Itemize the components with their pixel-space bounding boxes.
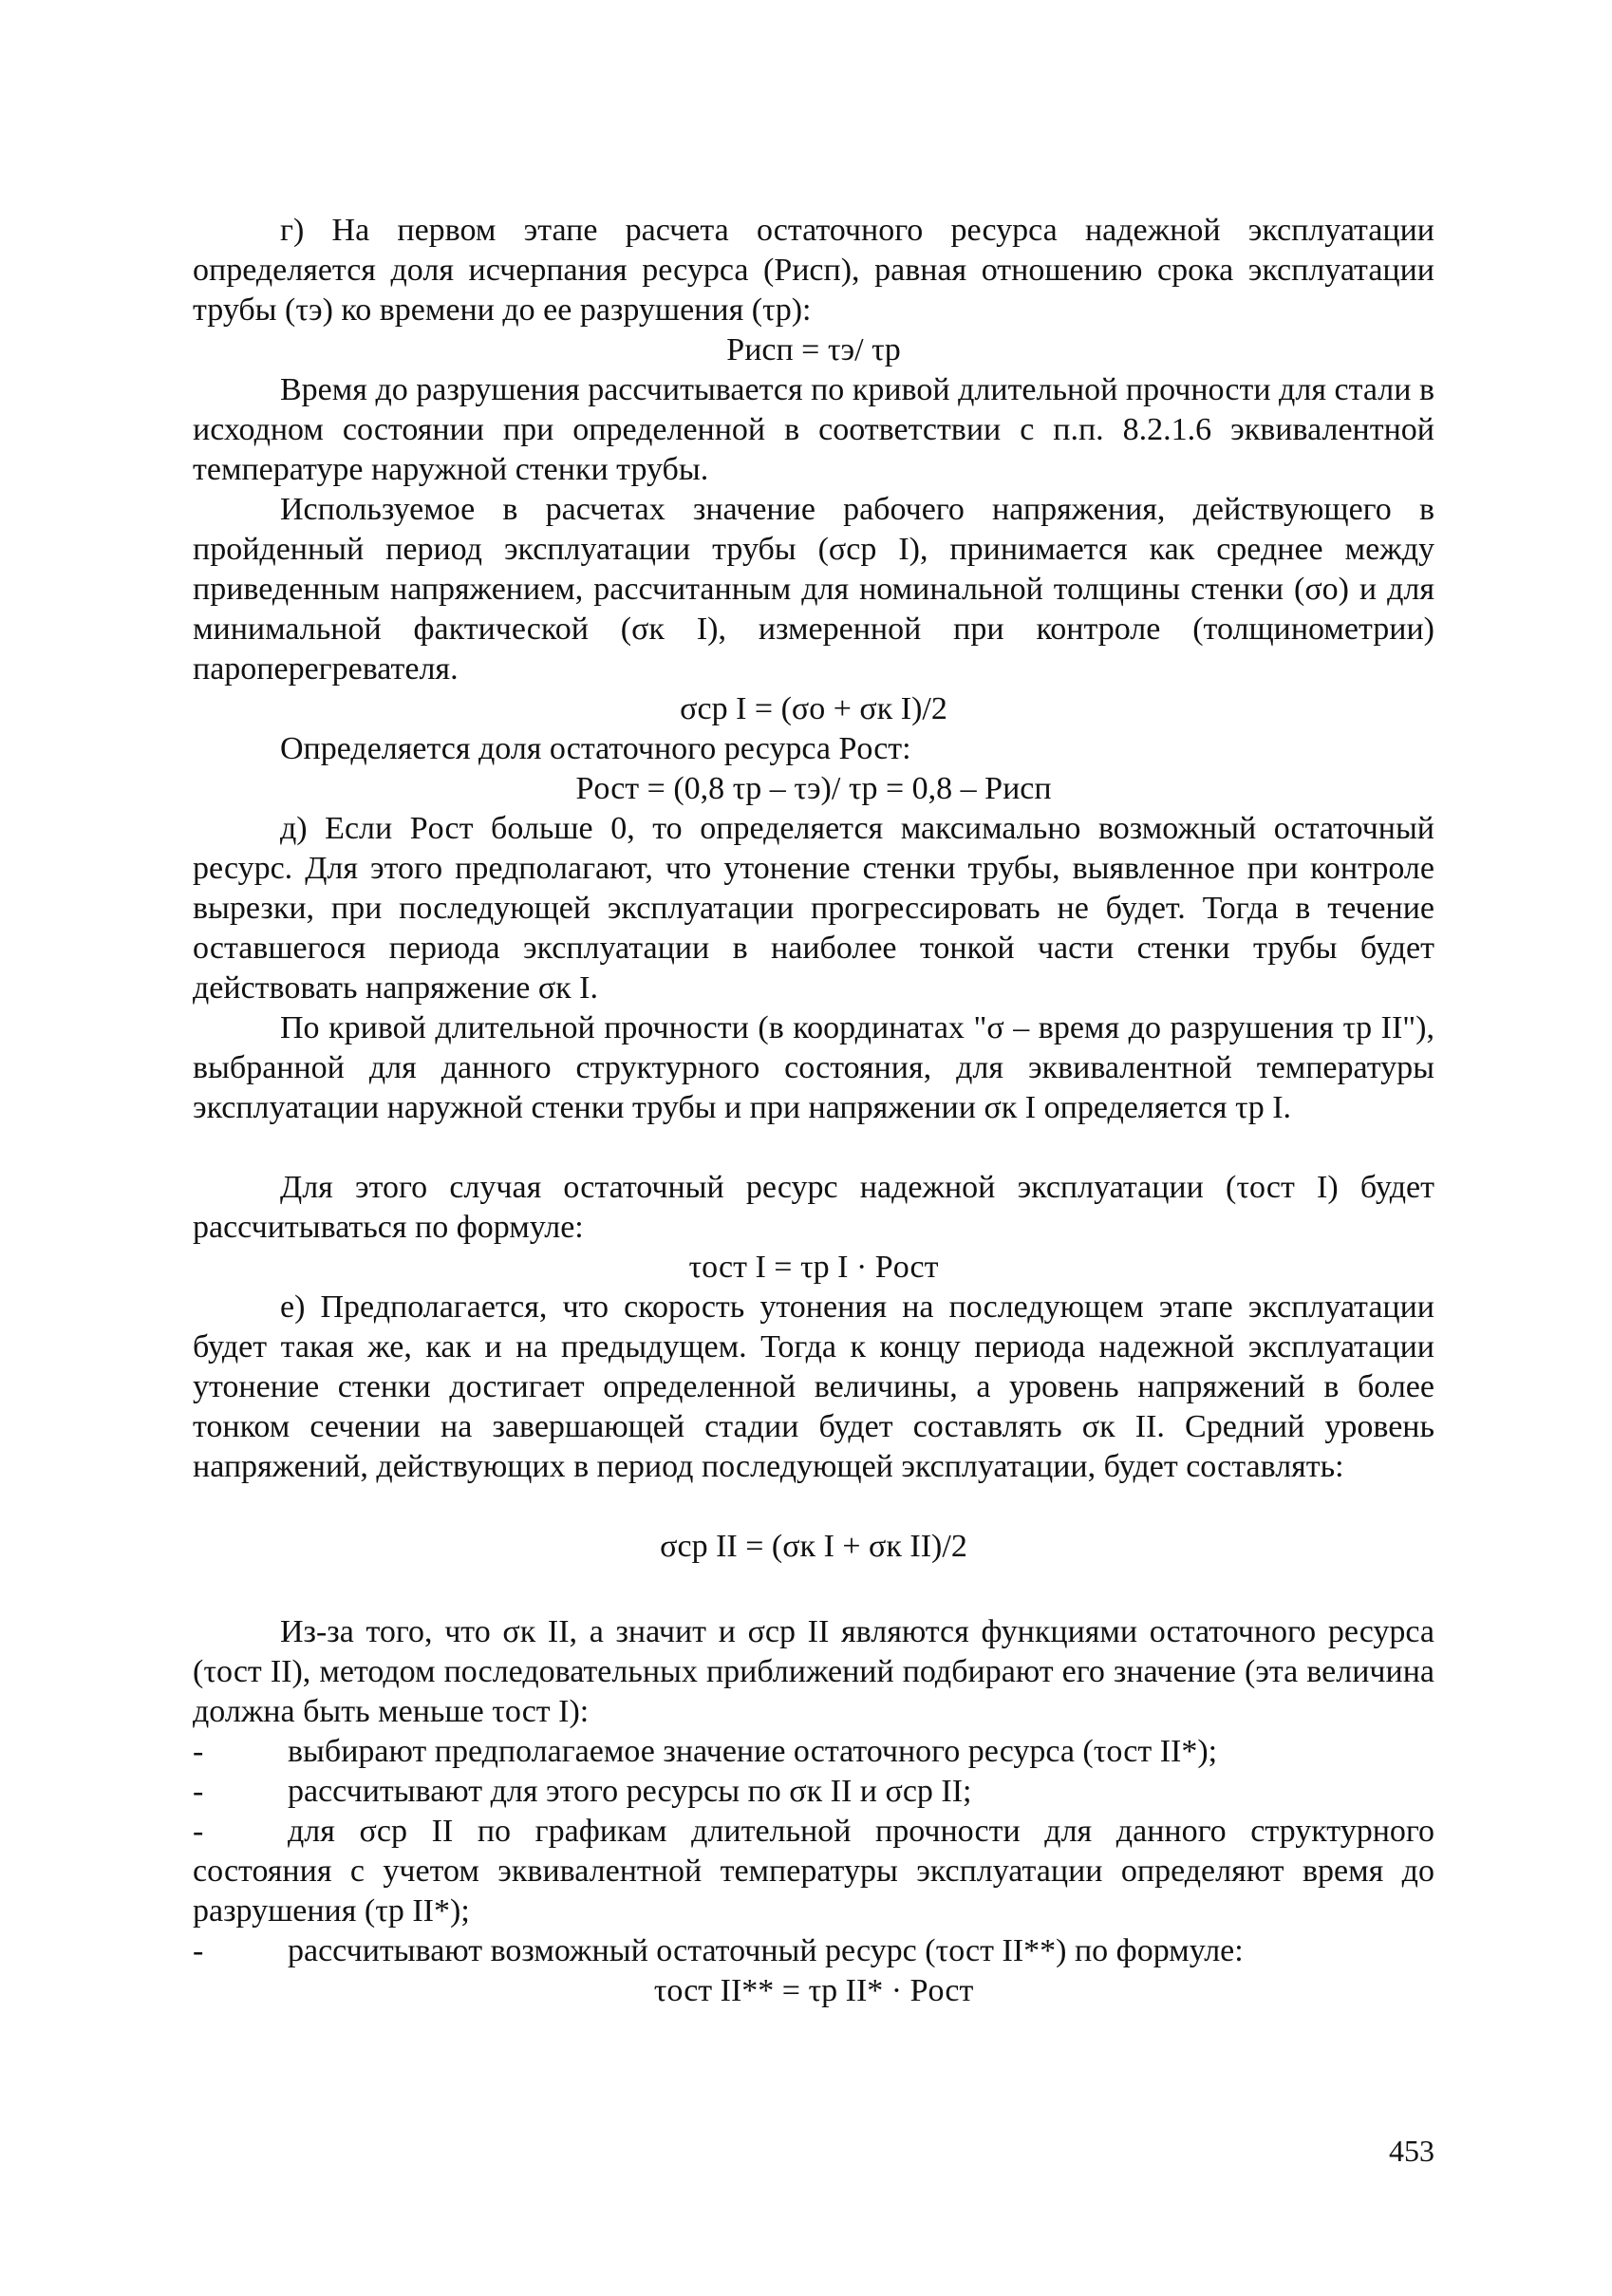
list-item-2: - рассчитывают для этого ресурсы по σк II и σср II; [193, 1774, 972, 1809]
list-item-4: - рассчитывают возможный остаточный ресурс (τост II**) по формуле: [193, 1933, 1244, 1968]
formula-sigma-avg-2: σср II = (σк I + σк II)/2 [660, 1529, 967, 1564]
paragraph-time-to-failure: Время до разрушения рассчитывается по кривой длительной прочности для стали в исходном состоянии при определенной в соответствии с п.п. 8.2.1.6 эквивалентной температуре наружной стенки трубы. [193, 372, 1434, 487]
formula-sigma-avg: σср I = (σо + σк I)/2 [680, 691, 947, 726]
paragraph-residual-share: Определяется доля остаточного ресурса Pост: [280, 731, 911, 766]
paragraph-iteration: Из-за того, что σк II, а значит и σср II являются функциями остаточного ресурса (τост II), методом последовательных приближений подбирают его значение (эта величина должна быть меньше τост I): [193, 1614, 1434, 1729]
paragraph-g: г) На первом этапе расчета остаточного ресурса надежной эксплуатации определяется доля исчерпания ресурса (Pисп), равная отношению срока эксплуатации трубы (τэ) ко времени до ее разрушения (τр): [193, 213, 1434, 328]
formula-tost: τост I = τр I · Pост [688, 1250, 939, 1285]
formula-post: Pост = (0,8 τр – τэ)/ τр = 0,8 – Pисп [575, 771, 1052, 806]
paragraph-working-stress: Используемое в расчетах значение рабочего напряжения, действующего в пройденный период эксплуатации трубы (σср I), принимается как среднее между приведенным напряжением, рассчитанным для номинальной толщины стенки (σо) и для минимальной фактической (σк I), измеренной при контроле (толщинометрии) пароперегревателя. [193, 492, 1434, 687]
paragraph-d: д) Если Pост больше 0, то определяется максимально возможный остаточный ресурс. Для этого предполагают, что утонение стенки трубы, выявленное при контроле вырезки, при последующей эксплуатации прогрессировать не будет. Тогда в течение оставшегося периода эксплуатации в наиболее тонкой части стенки трубы будет действовать напряжение σк I. [193, 811, 1434, 1006]
paragraph-curve: По кривой длительной прочности (в координатах "σ – время до разрушения τр II"), выбранной для данного структурного состояния, для эквивалентной температуры эксплуатации наружной стенки трубы и при напряжении σк I определяется τр I. [193, 1010, 1434, 1125]
paragraph-case: Для этого случая остаточный ресурс надежной эксплуатации (τост I) будет рассчитываться по формуле: [193, 1170, 1434, 1245]
formula-final: τост II** = τр II* · Pост [653, 1973, 974, 2008]
list-item-1: - выбирают предполагаемое значение остаточного ресурса (τост II*); [193, 1734, 1218, 1769]
page-number: 453 [1389, 2134, 1434, 2168]
list-item-3: - для σср II по графикам длительной прочности для данного структурного состояния с учетом эквивалентной температуры эксплуатации определяют время до разрушения (τр II*); [193, 1814, 1434, 1929]
paragraph-e: е) Предполагается, что скорость утонения на последующем этапе эксплуатации будет такая же, как и на предыдущем. Тогда к концу периода надежной эксплуатации утонение стенки достигает определенной величины, а уровень напряжений в более тонком сечении на завершающей стадии будет составлять σк II. Средний уровень напряжений, действующих в период последующей эксплуатации, будет составлять: [193, 1289, 1434, 1484]
formula-pisp: Pисп = τэ/ τр [726, 332, 901, 367]
